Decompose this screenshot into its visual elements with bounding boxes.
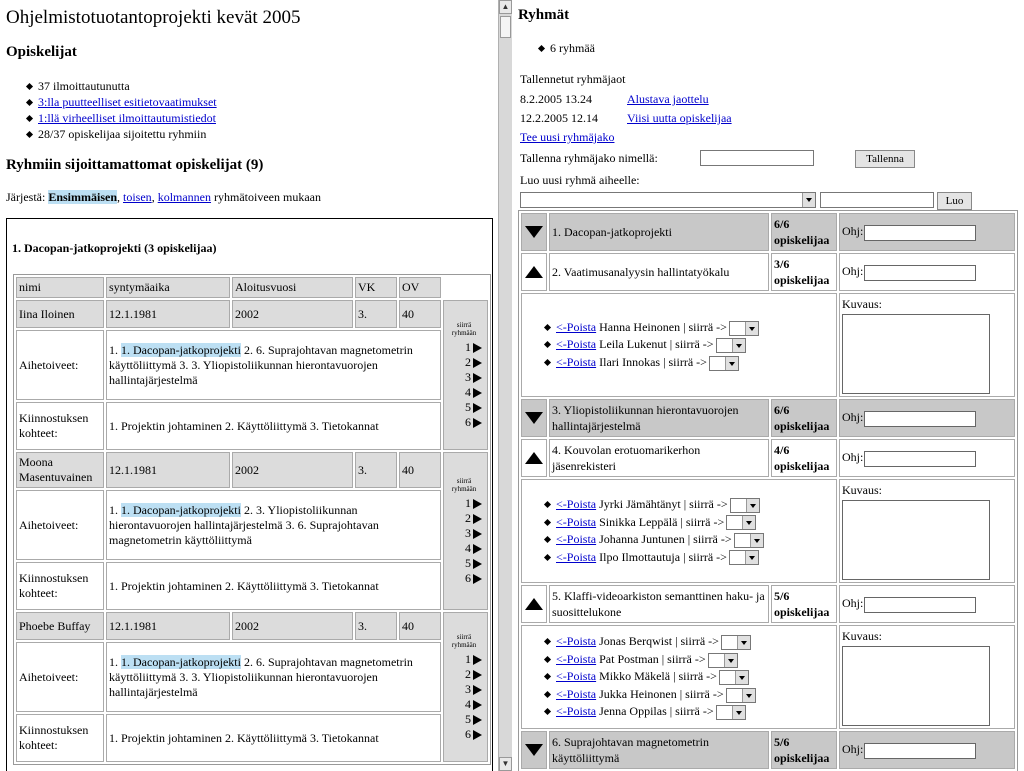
student-row [16,452,488,488]
student-start-year: 2002 [232,452,353,488]
saved-split-date: 8.2.2005 13.24 [520,92,592,106]
group-supervisor: Ohj: [839,253,1015,291]
remove-member-link[interactable]: <-Poista [556,704,597,719]
move-to-group-3-button[interactable]: 3 [446,370,482,385]
arrow-right-icon[interactable] [473,574,482,584]
sort-first-active: Ensimmäisen [48,190,118,204]
group-count: 6/6 opiskelijaa [771,399,837,437]
column-header: nimi [16,277,104,298]
student-topics: 1. 1. Dacopan-jatkoprojekti 2. 3. Yliopistoliikunnan hierontavuorojen hallintajärjestelmä 3. 6. Suprajohtavan magnetometrin käyttöliittymä [106,490,441,560]
group-count: 5/6 opiskelijaa [771,585,837,623]
arrow-right-icon[interactable] [473,403,482,413]
remove-member-link[interactable]: <-Poista [556,337,597,352]
page-title: Ohjelmistotuotantoprojekti kevät 2005 [6,7,301,28]
invalid-registration-link[interactable]: 1:llä virheelliset ilmoittautumistiedot [38,111,216,125]
student-interests-row [16,714,488,762]
member-name: Jukka Heinonen [599,686,677,701]
sort-second-link[interactable]: toisen [123,190,152,204]
student-start-year: 2002 [232,300,353,328]
saved-splits-label: Tallennetut ryhmäjaot [520,72,626,86]
move-member-select[interactable] [709,356,739,371]
group-row [521,731,1015,769]
move-to-group-6-button[interactable]: 6 [446,415,482,430]
group-row [521,253,1015,291]
student-interests-row [16,562,488,610]
member-name: Ilari Innokas [599,354,661,369]
move-to-group-2-button[interactable]: 2 [446,667,482,682]
column-header: OV [399,277,441,298]
move-to-group-4-button[interactable]: 4 [446,385,482,400]
remove-member-link[interactable]: <-Poista [556,549,597,564]
expand-triangle-icon[interactable] [525,744,543,756]
group-description: Kuvaus: [839,293,1015,397]
scroll-down-arrow-icon[interactable]: ▼ [499,757,512,771]
column-header: VK [355,277,397,298]
member-name: Mikko Mäkelä [599,669,671,684]
member-name: Hanna Heinonen [599,319,681,334]
student-start-year: 2002 [232,612,353,640]
supervisor-input[interactable] [864,225,976,241]
save-name-input[interactable] [700,150,814,166]
move-to-group-control [443,612,488,762]
description-textarea[interactable] [842,314,990,394]
arrow-right-icon[interactable] [473,715,482,725]
topics-label: Aihetoiveet: [16,330,104,400]
move-member-select[interactable] [730,498,760,513]
group-toggle[interactable] [521,731,547,769]
stat-missing-prereqs[interactable] [26,94,217,110]
sort-controls: Järjestä: Ensimmäisen, toisen, kolmannen ryhmätoiveen mukaan [6,190,321,204]
groups-heading: Ryhmät [518,7,570,23]
description-textarea[interactable] [842,500,990,580]
topics-label: Aihetoiveet: [16,490,104,560]
collapse-triangle-icon[interactable] [525,452,543,464]
group-count: 6 ryhmää [538,40,595,56]
move-to-group-3-button[interactable]: 3 [446,526,482,541]
remove-member-link[interactable]: <-Poista [556,651,597,666]
remove-member-link[interactable]: <-Poista [556,319,597,334]
group-members [521,625,837,729]
group-students-box [6,218,493,771]
student-ov: 40 [399,452,441,488]
collapse-triangle-icon[interactable] [525,266,543,278]
move-member-select[interactable] [726,688,756,703]
student-interests: 1. Projektin johtaminen 2. Käyttöliittymä 3. Tietokannat [106,402,441,450]
groups-pane [512,0,1024,771]
arrow-right-icon[interactable] [473,544,482,554]
vertical-scrollbar[interactable] [498,0,512,771]
group-box-title: 1. Dacopan-jatkoprojekti (3 opiskelijaa) [12,241,217,255]
arrow-right-icon[interactable] [473,529,482,539]
group-description: Kuvaus: [839,479,1015,583]
student-birthdate: 12.1.1981 [106,612,230,640]
arrow-right-icon[interactable] [473,514,482,524]
group-member: <-Poista Leila Lukenut | siirrä -> [544,336,834,354]
move-member-select[interactable] [729,321,759,336]
move-member-select[interactable] [716,338,746,353]
matching-topic-highlight: 1. Dacopan-jatkoprojekti [121,502,241,517]
arrow-right-icon[interactable] [473,700,482,710]
topics-label: Aihetoiveet: [16,642,104,712]
student-vk: 3. [355,300,397,328]
move-member-select[interactable] [726,515,756,530]
remove-member-link[interactable]: <-Poista [556,634,597,649]
saved-split-date: 12.2.2005 12.14 [520,111,598,125]
group-toggle[interactable] [521,585,547,623]
new-split-link[interactable]: Tee uusi ryhmäjako [520,130,615,144]
saved-split-link[interactable]: Alustava jaottelu [627,92,709,106]
move-to-group-3-button[interactable]: 3 [446,682,482,697]
move-caption: siirrä ryhmään [451,320,477,337]
group-toggle[interactable] [521,213,547,251]
remove-member-link[interactable]: <-Poista [556,497,597,511]
matching-topic-highlight: 1. Dacopan-jatkoprojekti [121,342,241,357]
group-member: <-Poista Jenna Oppilas | siirrä -> [544,703,834,721]
remove-member-link[interactable]: <-Poista [556,514,597,529]
group-member: <-Poista Jukka Heinonen | siirrä -> [544,686,834,704]
groups-table [518,210,1018,771]
group-title: 2. Vaatimusanalyysin hallintatyökalu [549,253,769,291]
remove-member-link[interactable]: <-Poista [556,532,597,546]
group-count: 6/6 opiskelijaa [771,213,837,251]
member-name: Pat Postman [599,651,659,666]
scroll-up-arrow-icon[interactable]: ▲ [499,0,512,14]
create-group-label: Luo uusi ryhmä aiheelle: [520,173,640,187]
group-member: <-Poista Mikko Mäkelä | siirrä -> [544,668,834,686]
group-members [521,479,837,583]
move-to-group-4-button[interactable]: 4 [446,697,482,712]
students-pane [0,0,498,771]
arrow-right-icon[interactable] [473,343,482,353]
topic-select[interactable] [520,192,816,208]
group-member: <-Poista Jyrki Jämähtänyt | siirrä -> [544,496,834,514]
description-textarea[interactable] [842,646,990,726]
group-members-row [521,625,1015,729]
move-to-group-2-button[interactable]: 2 [446,511,482,526]
move-member-select[interactable] [734,533,764,548]
column-header: Aloitusvuosi [232,277,353,298]
stat-invalid-registration[interactable] [26,110,217,126]
collapse-triangle-icon[interactable] [525,598,543,610]
move-to-group-5-button[interactable]: 5 [446,556,482,571]
save-button[interactable]: Tallenna [855,150,915,168]
group-supervisor: Ohj: [839,731,1015,769]
group-description: Kuvaus: [839,625,1015,729]
student-topics-row [16,330,488,400]
new-group-name-input[interactable] [820,192,934,208]
member-name: Leila Lukenut [599,337,667,352]
arrow-right-icon[interactable] [473,418,482,428]
remove-member-link[interactable]: <-Poista [556,354,597,369]
move-member-select[interactable] [708,653,738,668]
group-supervisor: Ohj: [839,585,1015,623]
move-to-group-6-button[interactable]: 6 [446,571,482,586]
arrow-right-icon[interactable] [473,655,482,665]
student-vk: 3. [355,612,397,640]
group-member: <-Poista Hanna Heinonen | siirrä -> [544,319,834,337]
table-header-row [16,277,488,298]
group-title: 4. Kouvolan erotuomarikerhon jäsenrekisteri [549,439,769,477]
group-row [521,439,1015,477]
move-member-select[interactable] [716,705,746,720]
supervisor-input[interactable] [864,411,976,427]
interests-label: Kiinnostuksen kohteet: [16,562,104,610]
member-name: Jonas Berqwist [599,634,673,649]
student-stats-list [26,78,217,142]
remove-member-link[interactable]: <-Poista [556,686,597,701]
move-to-group-1-button[interactable]: 1 [446,652,482,667]
move-member-select[interactable] [729,550,759,565]
group-member: <-Poista Jonas Berqwist | siirrä -> [544,633,834,651]
student-interests: 1. Projektin johtaminen 2. Käyttöliittymä 3. Tietokannat [106,714,441,762]
missing-prereqs-link[interactable]: 3:lla puutteelliset esitietovaatimukset [38,95,217,109]
column-header: syntymäaika [106,277,230,298]
student-ov: 40 [399,300,441,328]
arrow-right-icon[interactable] [473,730,482,740]
group-count: 5/6 opiskelijaa [771,731,837,769]
move-to-group-4-button[interactable]: 4 [446,541,482,556]
member-name: Jenna Oppilas [599,704,667,719]
group-title: 3. Yliopistoliikunnan hierontavuorojen hallintajärjestelmä [549,399,769,437]
group-count: 3/6 opiskelijaa [771,253,837,291]
move-to-group-2-button[interactable]: 2 [446,355,482,370]
group-toggle[interactable] [521,399,547,437]
group-member: <-Poista Sinikka Leppälä | siirrä -> [544,514,834,532]
expand-triangle-icon[interactable] [525,226,543,238]
move-to-group-1-button[interactable]: 1 [446,340,482,355]
student-topics: 1. 1. Dacopan-jatkoprojekti 2. 6. Suprajohtavan magnetometrin käyttöliittymä 3. 3. Yliopistoliikunnan hierontavuorojen hallintajärjestelmä [106,330,441,400]
move-caption: siirrä ryhmään [451,476,477,493]
saved-split-link[interactable]: Viisi uutta opiskelijaa [627,111,732,125]
member-name: Sinikka Leppälä [599,514,678,529]
group-count: 4/6 opiskelijaa [771,439,837,477]
group-supervisor: Ohj: [839,213,1015,251]
student-name: Phoebe Buffay [16,612,104,640]
arrow-right-icon[interactable] [473,388,482,398]
group-toggle[interactable] [521,253,547,291]
student-topics-row [16,490,488,560]
create-button[interactable]: Luo [937,192,972,210]
student-name: Iina Iloinen [16,300,104,328]
group-member: <-Poista Johanna Juntunen | siirrä -> [544,531,834,549]
matching-topic-highlight: 1. Dacopan-jatkoprojekti [121,654,241,669]
stat-registered: 37 ilmoittautunutta [26,78,217,94]
group-row [521,399,1015,437]
group-members-row [521,479,1015,583]
move-to-group-1-button[interactable]: 1 [446,496,482,511]
group-toggle[interactable] [521,439,547,477]
expand-triangle-icon[interactable] [525,412,543,424]
chevron-down-icon [802,193,815,207]
stat-placed: 28/37 opiskelijaa sijoitettu ryhmiin [26,126,217,142]
group-supervisor: Ohj: [839,439,1015,477]
group-members-row [521,293,1015,397]
supervisor-input[interactable] [864,265,976,281]
member-name: Johanna Juntunen [599,532,685,546]
member-name: Jyrki Jämähtänyt [599,497,681,511]
group-title: 5. Klaffi-videoarkiston semanttinen haku- ja suosittelukone [549,585,769,623]
student-interests-row [16,402,488,450]
supervisor-input[interactable] [864,743,976,759]
move-to-group-6-button[interactable]: 6 [446,727,482,742]
group-member: <-Poista Ilari Innokas | siirrä -> [544,354,834,372]
sort-third-link[interactable]: kolmannen [157,190,212,204]
interests-label: Kiinnostuksen kohteet: [16,402,104,450]
move-member-select[interactable] [719,670,749,685]
group-members [521,293,837,397]
move-caption: siirrä ryhmään [451,632,477,649]
student-birthdate: 12.1.1981 [106,300,230,328]
supervisor-input[interactable] [864,451,976,467]
group-member: <-Poista Ilpo Ilmottautuja | siirrä -> [544,549,834,567]
remove-member-link[interactable]: <-Poista [556,669,597,684]
student-topics-row [16,642,488,712]
arrow-right-icon[interactable] [473,358,482,368]
arrow-right-icon[interactable] [473,559,482,569]
student-topics: 1. 1. Dacopan-jatkoprojekti 2. 6. Suprajohtavan magnetometrin käyttöliittymä 3. 3. Yliopistoliikunnan hierontavuorojen hallintajärjestelmä [106,642,441,712]
students-table [13,274,491,765]
group-title: 1. Dacopan-jatkoprojekti [549,213,769,251]
group-row [521,213,1015,251]
move-to-group-5-button[interactable]: 5 [446,400,482,415]
scroll-thumb[interactable] [500,16,511,38]
group-count-list [538,40,595,56]
student-vk: 3. [355,452,397,488]
arrow-right-icon[interactable] [473,373,482,383]
arrow-right-icon[interactable] [473,685,482,695]
move-to-group-control [443,300,488,450]
supervisor-input[interactable] [864,597,976,613]
arrow-right-icon[interactable] [473,499,482,509]
move-to-group-5-button[interactable]: 5 [446,712,482,727]
unplaced-heading: Ryhmiin sijoittamattomat opiskelijat (9) [6,157,264,173]
group-title: 6. Suprajohtavan magnetometrin käyttöliittymä [549,731,769,769]
member-name: Ilpo Ilmottautuja [599,549,681,564]
arrow-right-icon[interactable] [473,670,482,680]
group-supervisor: Ohj: [839,399,1015,437]
student-birthdate: 12.1.1981 [106,452,230,488]
student-row [16,300,488,328]
student-ov: 40 [399,612,441,640]
save-as-label: Tallenna ryhmäjako nimellä: [520,151,658,165]
move-to-group-control [443,452,488,610]
students-heading: Opiskelijat [6,44,77,60]
student-interests: 1. Projektin johtaminen 2. Käyttöliittymä 3. Tietokannat [106,562,441,610]
interests-label: Kiinnostuksen kohteet: [16,714,104,762]
group-member: <-Poista Pat Postman | siirrä -> [544,651,834,669]
move-member-select[interactable] [721,635,751,650]
student-row [16,612,488,640]
student-name: Moona Masentuvainen [16,452,104,488]
group-row [521,585,1015,623]
